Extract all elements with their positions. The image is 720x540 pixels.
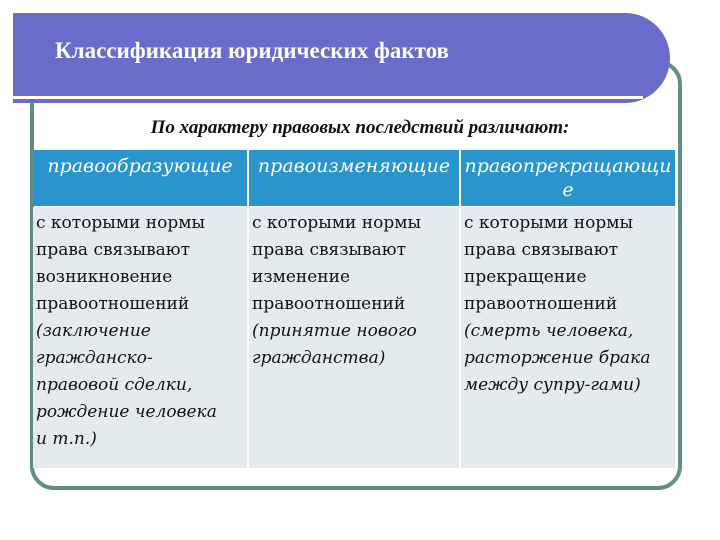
cell-example-line: (принятие нового — [252, 321, 417, 341]
cell-example-line: (заключение — [36, 321, 151, 341]
header-cell: правообразующие — [33, 150, 247, 206]
cell-line: с которыми нормы — [464, 213, 633, 233]
slide-subtitle: По характеру правовых последствий различают: — [150, 117, 570, 138]
cell-line: с которыми нормы — [252, 213, 421, 233]
title-underline — [13, 96, 643, 99]
classification-table — [33, 150, 675, 468]
cell-line: права связывают — [36, 240, 190, 260]
cell-line: с которыми нормы — [36, 213, 205, 233]
body-cell — [33, 207, 247, 468]
body-cell — [249, 207, 459, 468]
body-cell — [461, 207, 675, 468]
cell-line: права связывают — [464, 240, 618, 260]
header-cell: правопрекращающие — [461, 150, 675, 206]
cell-example-line: между супру-гами) — [464, 375, 641, 395]
cell-line: права связывают — [252, 240, 406, 260]
cell-example-line: расторжение брака — [464, 348, 651, 368]
header-cell: правоизменяющие — [249, 150, 459, 206]
cell-line: возникновение — [36, 267, 173, 287]
cell-line: правоотношений — [252, 294, 406, 314]
cell-line: правоотношений — [36, 294, 190, 314]
cell-example-line: и т.п.) — [36, 429, 97, 449]
cell-line: изменение — [252, 267, 350, 287]
cell-example-line: гражданско- — [36, 348, 153, 368]
cell-example-line: гражданства) — [252, 348, 386, 368]
cell-line: правоотношений — [464, 294, 618, 314]
slide-title: Классификация юридических фактов — [55, 38, 449, 63]
cell-line: прекращение — [464, 267, 587, 287]
cell-example-line: (смерть человека, — [464, 321, 634, 341]
cell-example-line: рождение человека — [36, 402, 217, 422]
cell-example-line: правовой сделки, — [36, 375, 193, 395]
